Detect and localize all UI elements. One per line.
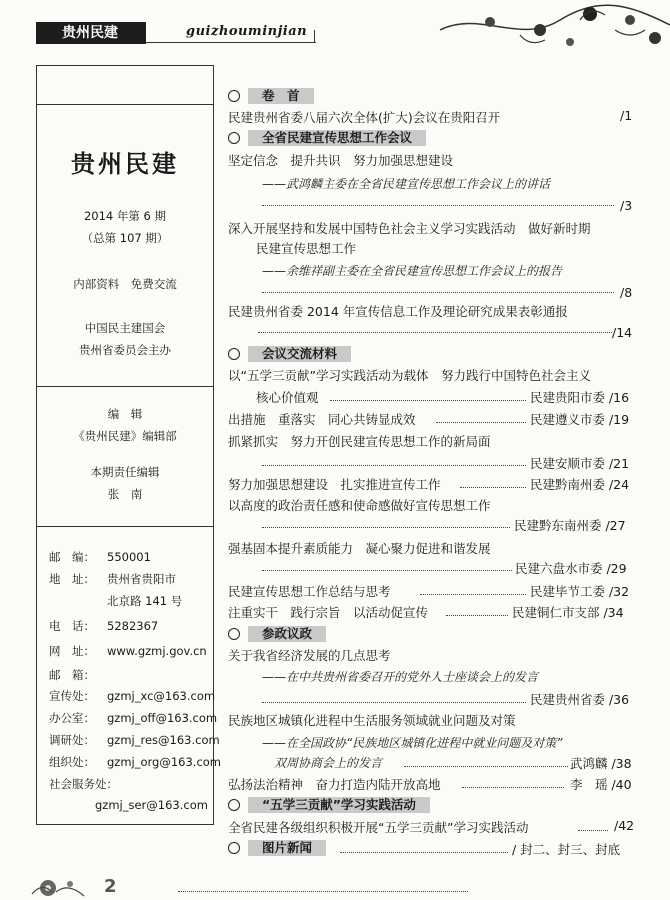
toc-entry-title[interactable]: 民族地区城镇化进程中生活服务领域就业问题及对策: [228, 713, 516, 728]
website-label: 网 址：: [49, 644, 95, 658]
toc-entry-page: 李 瑶 /40: [570, 777, 632, 792]
section-label: 图片新闻: [248, 840, 326, 856]
email-office-link[interactable]: gzmj_off@163.com: [107, 711, 218, 725]
total-issue-number: （总第 107 期）: [81, 231, 169, 245]
email-research-label: 调研处：: [49, 733, 95, 747]
dot-leader: [262, 292, 614, 293]
dot-leader: [258, 332, 612, 333]
toc-entry-page: /3: [620, 198, 633, 213]
section-label: “五学三贡献”学习实践活动: [248, 797, 430, 813]
toc-entry-page: 民建贵阳市委 /16: [530, 390, 630, 405]
sponsor-line-1: 中国民主建国会: [84, 321, 166, 335]
toc-entry-title[interactable]: 民建宣传思想工作总结与思考: [228, 584, 391, 599]
circle-bullet-icon: [228, 799, 240, 811]
website-link[interactable]: www.gzmj.gov.cn: [107, 644, 207, 658]
magazine-info-box: [36, 65, 222, 825]
toc-entry-subtitle: ——余维祥副主委在全省民建宣传思想工作会议上的报告: [262, 264, 563, 278]
toc-entry-title[interactable]: 民建贵州省委 2014 年宣传信息工作及理论研究成果表彰通报: [228, 304, 568, 319]
email-office-label: 办公室：: [49, 711, 95, 725]
address: [49, 571, 176, 587]
circle-bullet-icon: [228, 132, 240, 144]
email-publicity-link[interactable]: gzmj_xc@163.com: [107, 689, 216, 703]
toc-entry-page: 民建遵义市委 /19: [530, 412, 630, 427]
dot-leader: [330, 400, 526, 401]
header-rule: [146, 42, 316, 43]
toc-entry-page: / 封二、封三、封底: [512, 842, 621, 857]
dot-leader: [404, 766, 568, 767]
email-social-link[interactable]: gzmj_ser@163.com: [95, 798, 208, 812]
dot-leader: [262, 527, 510, 528]
toc-entry-page: 民建安顺市委 /21: [530, 456, 630, 471]
toc-entry-page: /8: [620, 285, 633, 300]
toc-entry-page: 民建铜仁市支部 /34: [512, 605, 624, 620]
section-label: 卷 首: [248, 88, 314, 104]
toc-entry-page: /14: [612, 325, 633, 340]
toc-entry-page: 武鸿麟 /38: [570, 756, 632, 771]
header-tick: [314, 30, 315, 43]
postcode-value: 550001: [107, 550, 151, 564]
postcode: [49, 549, 151, 565]
page-number: 2: [104, 876, 117, 897]
email-social-label: 社会服务处：: [49, 777, 118, 791]
dot-leader: [262, 205, 614, 206]
editor-label: 编 辑: [107, 407, 143, 421]
dot-leader: [436, 422, 526, 423]
address-label: 地 址：: [49, 572, 95, 586]
email-office: [49, 710, 217, 726]
phone: [49, 618, 158, 634]
circle-bullet-icon: [228, 348, 240, 360]
toc-entry-subtitle-cont: 双周协商会上的发言: [274, 756, 383, 770]
email-research-link[interactable]: gzmj_res@163.com: [107, 733, 220, 747]
toc-entry-page: 民建六盘水市委 /29: [515, 561, 627, 576]
masthead-pinyin: guizhouminjian: [186, 24, 308, 39]
email-publicity-label: 宣传处：: [49, 689, 95, 703]
issue-number: 2014 年第 6 期: [83, 209, 167, 223]
section-label: 参政议政: [248, 626, 326, 642]
postcode-label: 邮 编：: [49, 550, 95, 564]
toc-entry-title[interactable]: 努力加强思想建设 扎实推进宣传工作: [228, 477, 441, 492]
chief-editor-label: 本期责任编辑: [90, 465, 160, 479]
toc-entry-title[interactable]: 弘扬法治精神 奋力打造内陆开放高地: [228, 777, 441, 792]
toc-entry-page: 民建贵州省委 /36: [530, 692, 630, 707]
website: [49, 643, 207, 659]
dot-leader: [262, 465, 526, 466]
toc-entry-title[interactable]: 坚定信念 提升共识 努力加强思想建设: [228, 153, 454, 168]
section-label: 会议交流材料: [248, 346, 351, 362]
footer-rule: [178, 891, 468, 892]
email-publicity: [49, 688, 215, 704]
divider: [37, 104, 213, 105]
phone-value: 5282367: [107, 619, 159, 633]
toc-entry-title[interactable]: 民建贵州省委八届六次全体(扩大)会议在贵阳召开: [228, 110, 501, 125]
toc-entry-title[interactable]: 强基固本提升素质能力 凝心聚力促进和谐发展: [228, 541, 491, 556]
email-research: [49, 732, 220, 748]
toc-entry-subtitle: ——武鸿麟主委在全省民建宣传思想工作会议上的讲话: [262, 177, 551, 191]
dot-leader: [578, 830, 608, 831]
toc-entry-subtitle: ——在全国政协“民族地区城镇化进程中就业问题及对策”: [262, 736, 563, 750]
dot-leader: [420, 594, 526, 595]
toc-entry-page: 民建黔南州委 /24: [530, 477, 630, 492]
toc-entry-page: /42: [614, 818, 635, 833]
flower-ornament-icon: [30, 872, 90, 900]
toc-entry-title[interactable]: 注重实干 践行宗旨 以活动促宣传: [228, 605, 429, 620]
editor-name: 《贵州民建》编辑部: [73, 429, 177, 443]
dot-leader: [340, 852, 508, 853]
toc-entry-subtitle: ——在中共贵州省委召开的党外人士座谈会上的发言: [262, 670, 539, 684]
address-line-2: 北京路 141 号: [107, 594, 183, 608]
toc-entry-page: 民建黔东南州委 /27: [514, 518, 626, 533]
address-line-1: 贵州省贵阳市: [107, 572, 176, 586]
section-label: 全省民建宣传思想工作会议: [248, 130, 426, 146]
toc-entry-title[interactable]: 以“五学三贡献”学习实践活动为载体 努力践行中国特色社会主义: [228, 368, 591, 383]
toc-entry-title-cont[interactable]: 核心价值观: [256, 390, 319, 405]
toc-entry-title[interactable]: 以高度的政治责任感和使命感做好宣传思想工作: [228, 498, 491, 513]
dot-leader: [460, 487, 526, 488]
dot-leader: [262, 702, 526, 703]
toc-entry-title[interactable]: 出措施 重落实 同心共铸显成效: [228, 412, 416, 427]
circle-bullet-icon: [228, 90, 240, 102]
toc-entry-title[interactable]: 全省民建各级组织积极开展“五学三贡献”学习实践活动: [228, 820, 529, 835]
sponsor-line-2: 贵州省委员会主办: [79, 343, 171, 357]
dot-leader: [262, 570, 512, 571]
masthead-label: 贵州民建: [36, 22, 146, 44]
divider: [37, 386, 213, 387]
toc-entry-title[interactable]: 抓紧抓实 努力开创民建宣传思想工作的新局面: [228, 434, 491, 449]
toc-entry-page: /1: [620, 108, 633, 123]
toc-entry-title[interactable]: 关于我省经济发展的几点思考: [228, 648, 391, 663]
email-organization: [49, 754, 221, 770]
dot-leader: [446, 615, 508, 616]
circle-bullet-icon: [228, 842, 240, 854]
circle-bullet-icon: [228, 628, 240, 640]
phone-label: 电 话：: [49, 619, 95, 633]
chief-editor-name: 张 南: [107, 487, 143, 501]
toc-entry-title[interactable]: 深入开展坚持和发展中国特色社会主义学习实践活动 做好新时期: [228, 221, 591, 236]
dot-leader: [462, 787, 564, 788]
floral-ornament-icon: [430, 0, 670, 60]
magazine-title: 贵州民建: [71, 149, 179, 178]
distribution-note: 内部资料 免费交流: [73, 277, 177, 291]
email-organization-link[interactable]: gzmj_org@163.com: [107, 755, 222, 769]
toc-entry-page: 民建毕节工委 /32: [530, 584, 630, 599]
toc-entry-title-cont[interactable]: 民建宣传思想工作: [256, 241, 357, 256]
email-organization-label: 组织处：: [49, 755, 95, 769]
divider: [37, 526, 213, 527]
mailbox-label: 邮 箱：: [49, 668, 95, 682]
